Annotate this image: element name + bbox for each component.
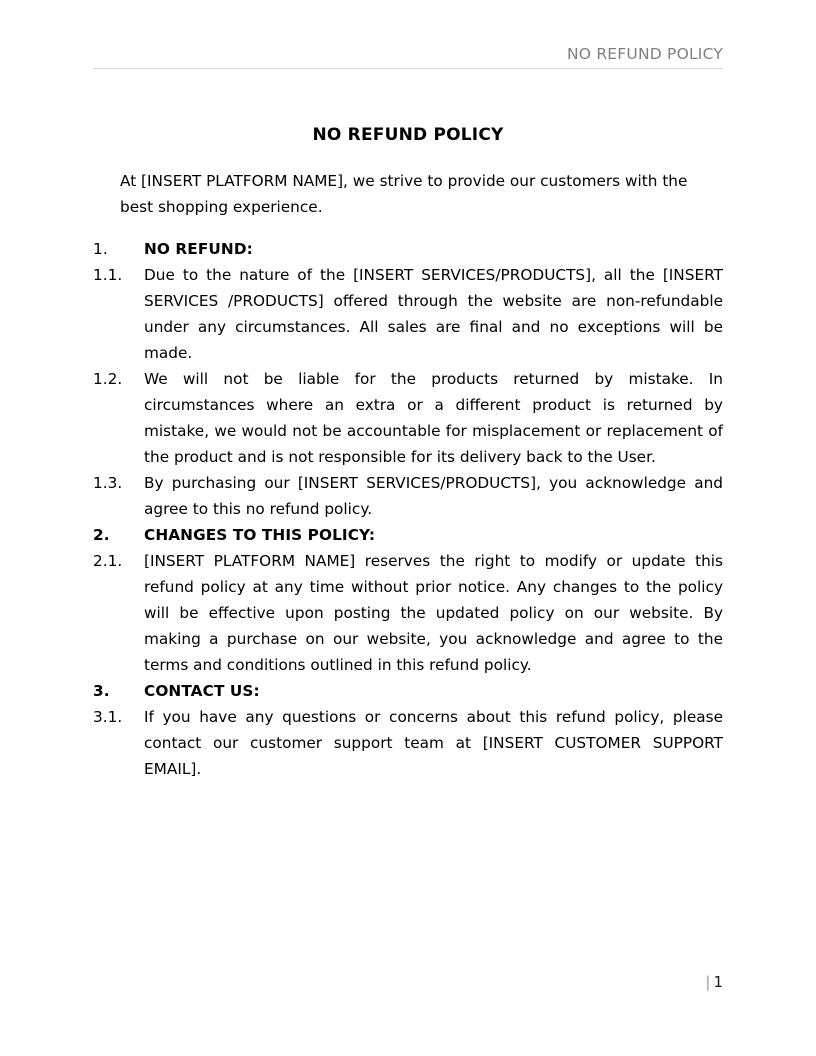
clause-row: [93, 548, 723, 678]
clause-heading-text: NO REFUND:: [144, 240, 253, 258]
clause-row: [93, 366, 723, 470]
running-header: [93, 44, 723, 69]
clause-text: By purchasing our [INSERT SERVICES/PRODUCTS], you acknowledge and agree to this no refund policy.: [144, 474, 723, 518]
clause-text: [INSERT PLATFORM NAME] reserves the right to modify or update this refund policy at any time without prior notice. Any changes to the policy will be effective upon posting the updated policy on our website. By making a purchase on our website, you acknowledge and agree to the terms and conditions outlined in this refund policy.: [144, 552, 723, 674]
clause-row: [93, 470, 723, 522]
clause-heading-text: CONTACT US:: [144, 682, 260, 700]
clause-number: 1.2.: [93, 370, 123, 388]
clause-heading-row: [93, 678, 723, 704]
clause-text: Due to the nature of the [INSERT SERVICES/PRODUCTS], all the [INSERT SERVICES /PRODUCTS] offered through the website are non-refundable under any circumstances. All sales are final and no exceptions will be made.: [144, 266, 723, 362]
clause-heading-row: [93, 236, 723, 262]
clause-text: We will not be liable for the products returned by mistake. In circumstances where an extra or a different product is returned by mistake, we would not be accountable for misplacement or replacement of the product and is not responsible for its delivery back to the User.: [144, 370, 723, 466]
clause-number: 3.: [93, 682, 110, 700]
document-body: [93, 122, 723, 782]
clause-number: 3.1.: [93, 708, 123, 726]
clause-row: [93, 704, 723, 782]
clause-list: [93, 236, 723, 782]
header-divider: [93, 68, 723, 69]
footer-separator: |: [705, 973, 711, 991]
clause-number: 2.1.: [93, 552, 123, 570]
clause-text: If you have any questions or concerns about this refund policy, please contact our customer support team at [INSERT CUSTOMER SUPPORT EMAIL].: [144, 708, 723, 778]
intro-paragraph: At [INSERT PLATFORM NAME], we strive to provide our customers with the best shopping experience.: [120, 172, 688, 216]
clause-number: 1.3.: [93, 474, 123, 492]
page-number: 1: [713, 973, 723, 991]
running-header-title: NO REFUND POLICY: [567, 45, 723, 63]
clause-heading-row: [93, 522, 723, 548]
clause-number: 1.1.: [93, 266, 123, 284]
page-footer: [93, 972, 723, 992]
page-title: NO REFUND POLICY: [312, 125, 504, 145]
clause-heading-text: CHANGES TO THIS POLICY:: [144, 526, 376, 544]
clause-row: [93, 262, 723, 366]
clause-number: 2.: [93, 526, 110, 544]
clause-number: 1.: [93, 240, 108, 258]
